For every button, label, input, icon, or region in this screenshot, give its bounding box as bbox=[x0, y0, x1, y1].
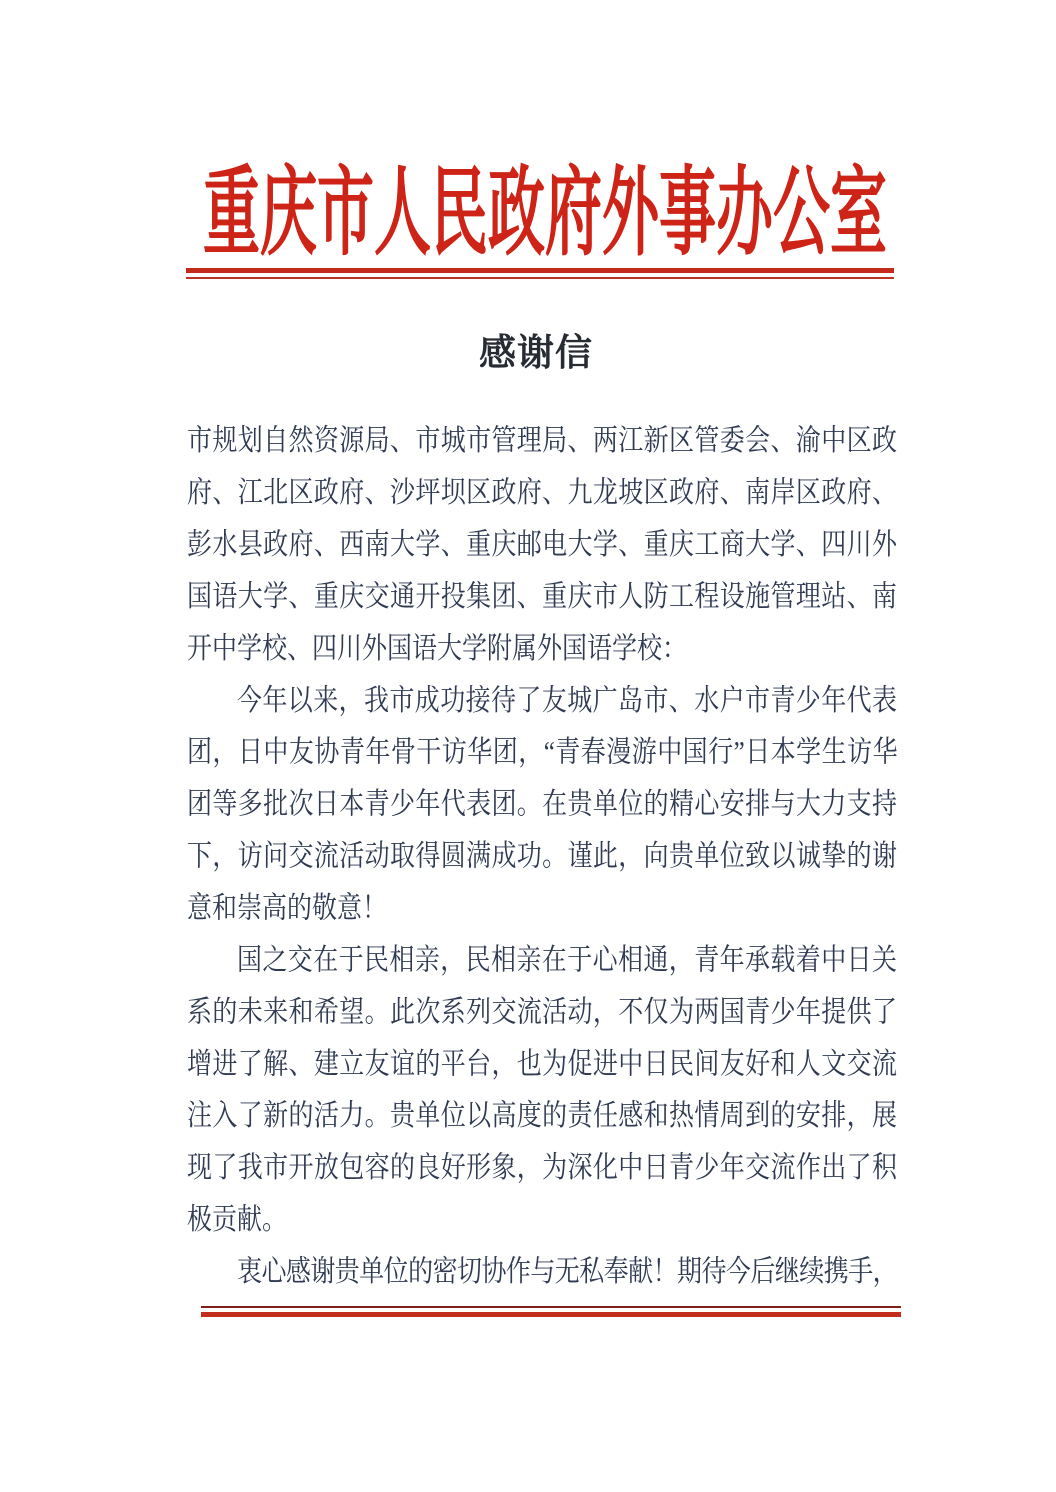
header-divider bbox=[186, 268, 894, 279]
paragraph-closing bbox=[187, 1247, 897, 1299]
footer-divider bbox=[201, 1306, 901, 1317]
paragraph-friendship bbox=[187, 935, 897, 1247]
document-title: 感谢信 bbox=[479, 333, 593, 374]
letterhead-org-name: 重庆市人民政府外事办公室 bbox=[203, 160, 887, 268]
text-line: 极贡献。 bbox=[187, 1204, 288, 1237]
text-line: 系的未来和希望。此次系列交流活动，不仅为两国青少年提供了 bbox=[187, 996, 897, 1029]
paragraph-visits bbox=[187, 676, 897, 936]
text-line: 衷心感谢贵单位的密切协作与无私奉献！期待今后继续携手， bbox=[237, 1256, 897, 1289]
text-line: 团等多批次日本青少年代表团。在贵单位的精心安排与大力支持 bbox=[187, 788, 897, 821]
text-line: 国之交在于民相亲，民相亲在于心相通，青年承载着中日关 bbox=[237, 944, 897, 977]
text-line: 注入了新的活力。贵单位以高度的责任感和热情周到的安排，展 bbox=[187, 1100, 897, 1133]
text-line: 意和崇高的敬意！ bbox=[187, 892, 388, 925]
footer-divider-thick-line bbox=[201, 1312, 901, 1317]
header-divider-thin-line bbox=[186, 277, 894, 279]
text-line: 国语大学、重庆交通开投集团、重庆市人防工程设施管理站、南 bbox=[187, 581, 897, 614]
paragraph-addressees bbox=[187, 416, 897, 676]
text-line: 现了我市开放包容的良好形象，为深化中日青少年交流作出了积 bbox=[187, 1152, 897, 1185]
text-line: 市规划自然资源局、市城市管理局、两江新区管委会、渝中区政 bbox=[187, 425, 897, 458]
text-line: 彭水县政府、西南大学、重庆邮电大学、重庆工商大学、四川外 bbox=[187, 529, 897, 562]
text-line: 下，访问交流活动取得圆满成功。谨此，向贵单位致以诚挚的谢 bbox=[187, 840, 897, 873]
text-line: 今年以来，我市成功接待了友城广岛市、水户市青少年代表 bbox=[237, 685, 897, 717]
letter-body bbox=[187, 416, 897, 1299]
text-line: 团，日中友协青年骨干访华团，“青春漫游中国行”日本学生访华 bbox=[187, 736, 897, 769]
text-line: 府、江北区政府、沙坪坝区政府、九龙坡区政府、南岸区政府、 bbox=[187, 477, 897, 510]
text-line: 增进了解、建立友谊的平台，也为促进中日民间友好和人文交流 bbox=[187, 1048, 897, 1081]
text-line: 开中学校、四川外国语大学附属外国语学校： bbox=[187, 633, 688, 665]
